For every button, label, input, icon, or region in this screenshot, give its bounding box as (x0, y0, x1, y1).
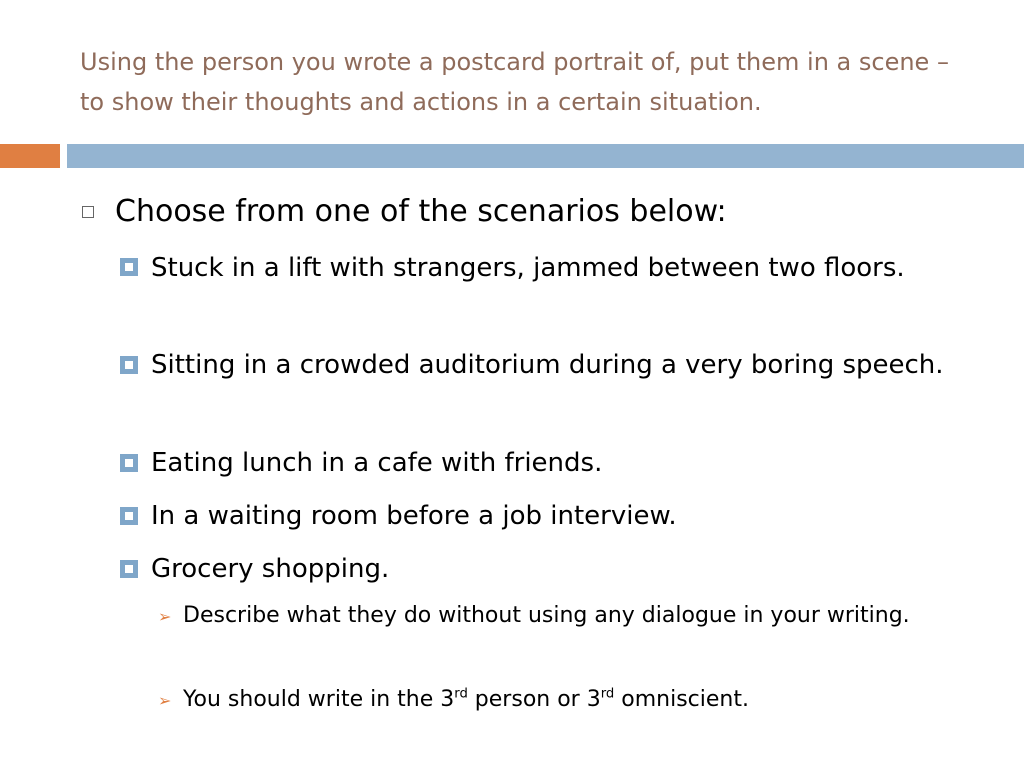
superscript-rd: rd (454, 686, 468, 702)
note-text: person or 3 (467, 687, 601, 712)
arrow-bullet-icon: ➢ (158, 607, 172, 626)
slide-title: Using the person you wrote a postcard portrait of, put them in a scene – to show their thoughts and actions in a certain situation. (80, 48, 949, 116)
note-text: You should write in the 3 (183, 687, 455, 712)
bullet-level1: Choose from one of the scenarios below: (115, 194, 727, 229)
superscript-rd: rd (600, 686, 615, 702)
square-bullet-icon (120, 356, 138, 374)
scenario-item: Stuck in a lift with strangers, jammed between two floors. (151, 253, 905, 283)
hollow-square-bullet-icon (82, 206, 94, 218)
arrow-bullet-icon: ➢ (158, 691, 172, 710)
note-text: omniscient. (614, 687, 749, 712)
scenario-item: Grocery shopping. (151, 554, 390, 584)
square-bullet-icon (120, 258, 138, 276)
square-bullet-icon (120, 454, 138, 472)
note-item: Describe what they do without using any dialogue in your writing. (183, 603, 910, 628)
square-bullet-icon (120, 560, 138, 578)
scenario-item: Sitting in a crowded auditorium during a very boring speech. (151, 350, 944, 380)
scenario-item: Eating lunch in a cafe with friends. (151, 448, 603, 478)
square-bullet-icon (120, 507, 138, 525)
note-item (183, 680, 963, 720)
scenario-item: In a waiting room before a job interview. (151, 501, 677, 531)
